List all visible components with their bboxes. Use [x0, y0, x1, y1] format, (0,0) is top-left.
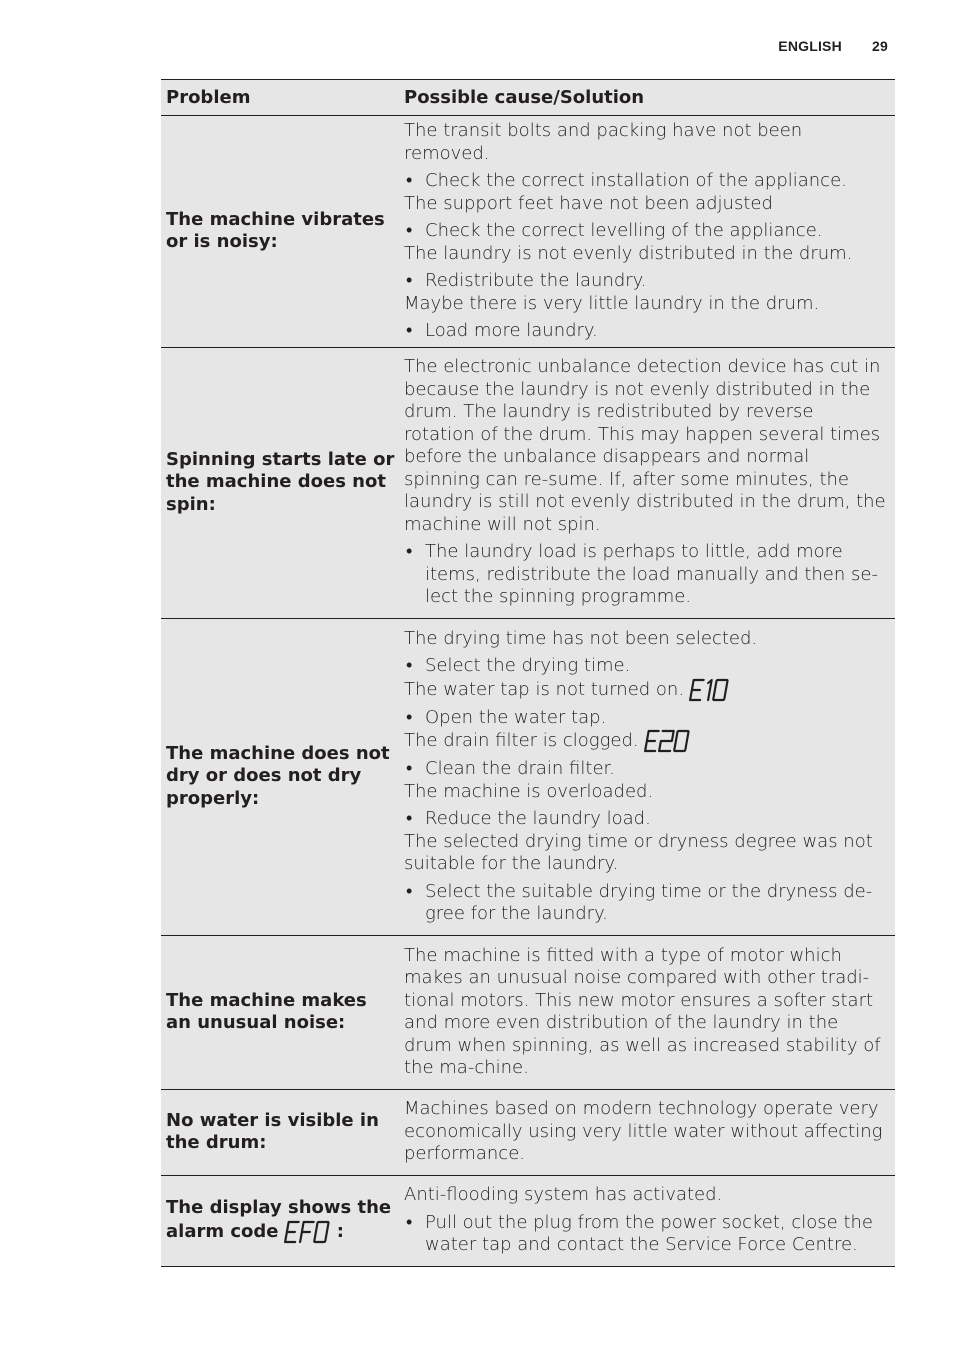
solution-cell [399, 116, 895, 348]
error-code-e20-icon [643, 729, 693, 753]
table-row [161, 347, 895, 618]
problem-cell: No water is visible in the drum: [161, 1089, 399, 1175]
problem-cell: The machine vibrates or is noisy: [161, 116, 399, 348]
problem-text: The display shows the alarm code [166, 1197, 392, 1242]
svg-text:EF0: EF0 [282, 1219, 285, 1221]
error-code-e10-glyph [688, 678, 730, 702]
cause-text: Machines based on modern technology operate very economically using very little water without affecting performance. [404, 1098, 883, 1165]
cause-text: The laundry is not evenly distributed in the drum. [404, 242, 853, 264]
page-number: 29 [872, 38, 888, 54]
cause-text: The support feet have not been adjusted [404, 192, 773, 214]
svg-text:E20: E20 [642, 729, 645, 730]
solution-bullet: • Open the water tap. [404, 707, 887, 730]
solution-bullet: • Clean the drain filter. [404, 758, 887, 781]
cause-text: The drying time has not been selected. [404, 627, 758, 649]
table-row [161, 935, 895, 1089]
solution-bullet: • The laundry load is perhaps to little, add more items, redistribute the load manually and then se-lect the spinning programme. [404, 541, 887, 609]
table-row [161, 116, 895, 348]
problem-cell: The machine does not dry or does not dry properly: [161, 618, 399, 935]
table-row [161, 1175, 895, 1266]
column-header-solution: Possible cause/Solution [399, 80, 895, 116]
solution-bullet: • Reduce the laundry load. [404, 808, 887, 831]
language-label: ENGLISH [778, 38, 842, 54]
table-header-row [161, 80, 895, 116]
svg-text:E10: E10 [688, 677, 690, 679]
solution-bullet: • Load more laundry. [404, 320, 887, 343]
solution-cell [399, 618, 895, 935]
error-code-ef0-icon [283, 1220, 331, 1244]
table-row [161, 1089, 895, 1175]
error-code-e20-glyph [643, 729, 693, 753]
cause-text: The drain filter is clogged. [404, 730, 639, 751]
solution-cell [399, 1175, 895, 1266]
page-header [778, 38, 888, 54]
cause-text: The machine is overloaded. [404, 780, 654, 802]
error-code-ef0-glyph [283, 1220, 331, 1244]
solution-cell [399, 1089, 895, 1175]
problem-cell: The machine makes an unusual noise: [161, 935, 399, 1089]
cause-text-with-code [404, 678, 887, 702]
solution-bullet: • Select the suitable drying time or the dryness de-gree for the laundry. [404, 881, 887, 926]
solution-bullet: • Redistribute the laundry. [404, 270, 887, 293]
solution-cell [399, 935, 895, 1089]
table-row [161, 618, 895, 935]
cause-text-with-code [404, 729, 887, 753]
solution-bullet: • Check the correct levelling of the appliance. [404, 220, 887, 243]
cause-text: Maybe there is very little laundry in the drum. [404, 292, 820, 314]
solution-bullet: • Pull out the plug from the power socket, close the water tap and contact the Service Force Centre. [404, 1212, 887, 1257]
solution-bullet: • Check the correct installation of the appliance. [404, 170, 887, 193]
error-code-e10-icon [688, 678, 730, 702]
problem-suffix: : [336, 1220, 344, 1242]
problem-cell: Spinning starts late or the machine does not spin: [161, 347, 399, 618]
cause-text: The water tap is not turned on. [404, 678, 685, 700]
cause-text: Anti-flooding system has activated. [404, 1184, 723, 1206]
cause-text: The machine is fitted with a type of motor which makes an unusual noise compared with other tradi-tional motors. This new motor ensures a softer start and more even distribution of the laundry in the drum when spinning, as well as increased stability of the ma-chine. [404, 944, 881, 1078]
troubleshooting-table [161, 79, 895, 1267]
solution-cell [399, 347, 895, 618]
cause-text: The electronic unbalance detection device has cut in because the laundry is not evenly distributed in the drum. The laundry is redistributed by reverse rotation of the drum. This may happen several times before the unbalance disappears and normal spinning can re-sume. If, after some minutes, the laundry is still not evenly distributed in the drum, the machine will not spin. [404, 356, 886, 535]
problem-cell [161, 1175, 399, 1266]
cause-text: The transit bolts and packing have not been removed. [404, 120, 803, 164]
solution-bullet: • Select the drying time. [404, 655, 887, 678]
column-header-problem: Problem [161, 80, 399, 116]
cause-text: The selected drying time or dryness degree was not suitable for the laundry. [404, 830, 873, 874]
